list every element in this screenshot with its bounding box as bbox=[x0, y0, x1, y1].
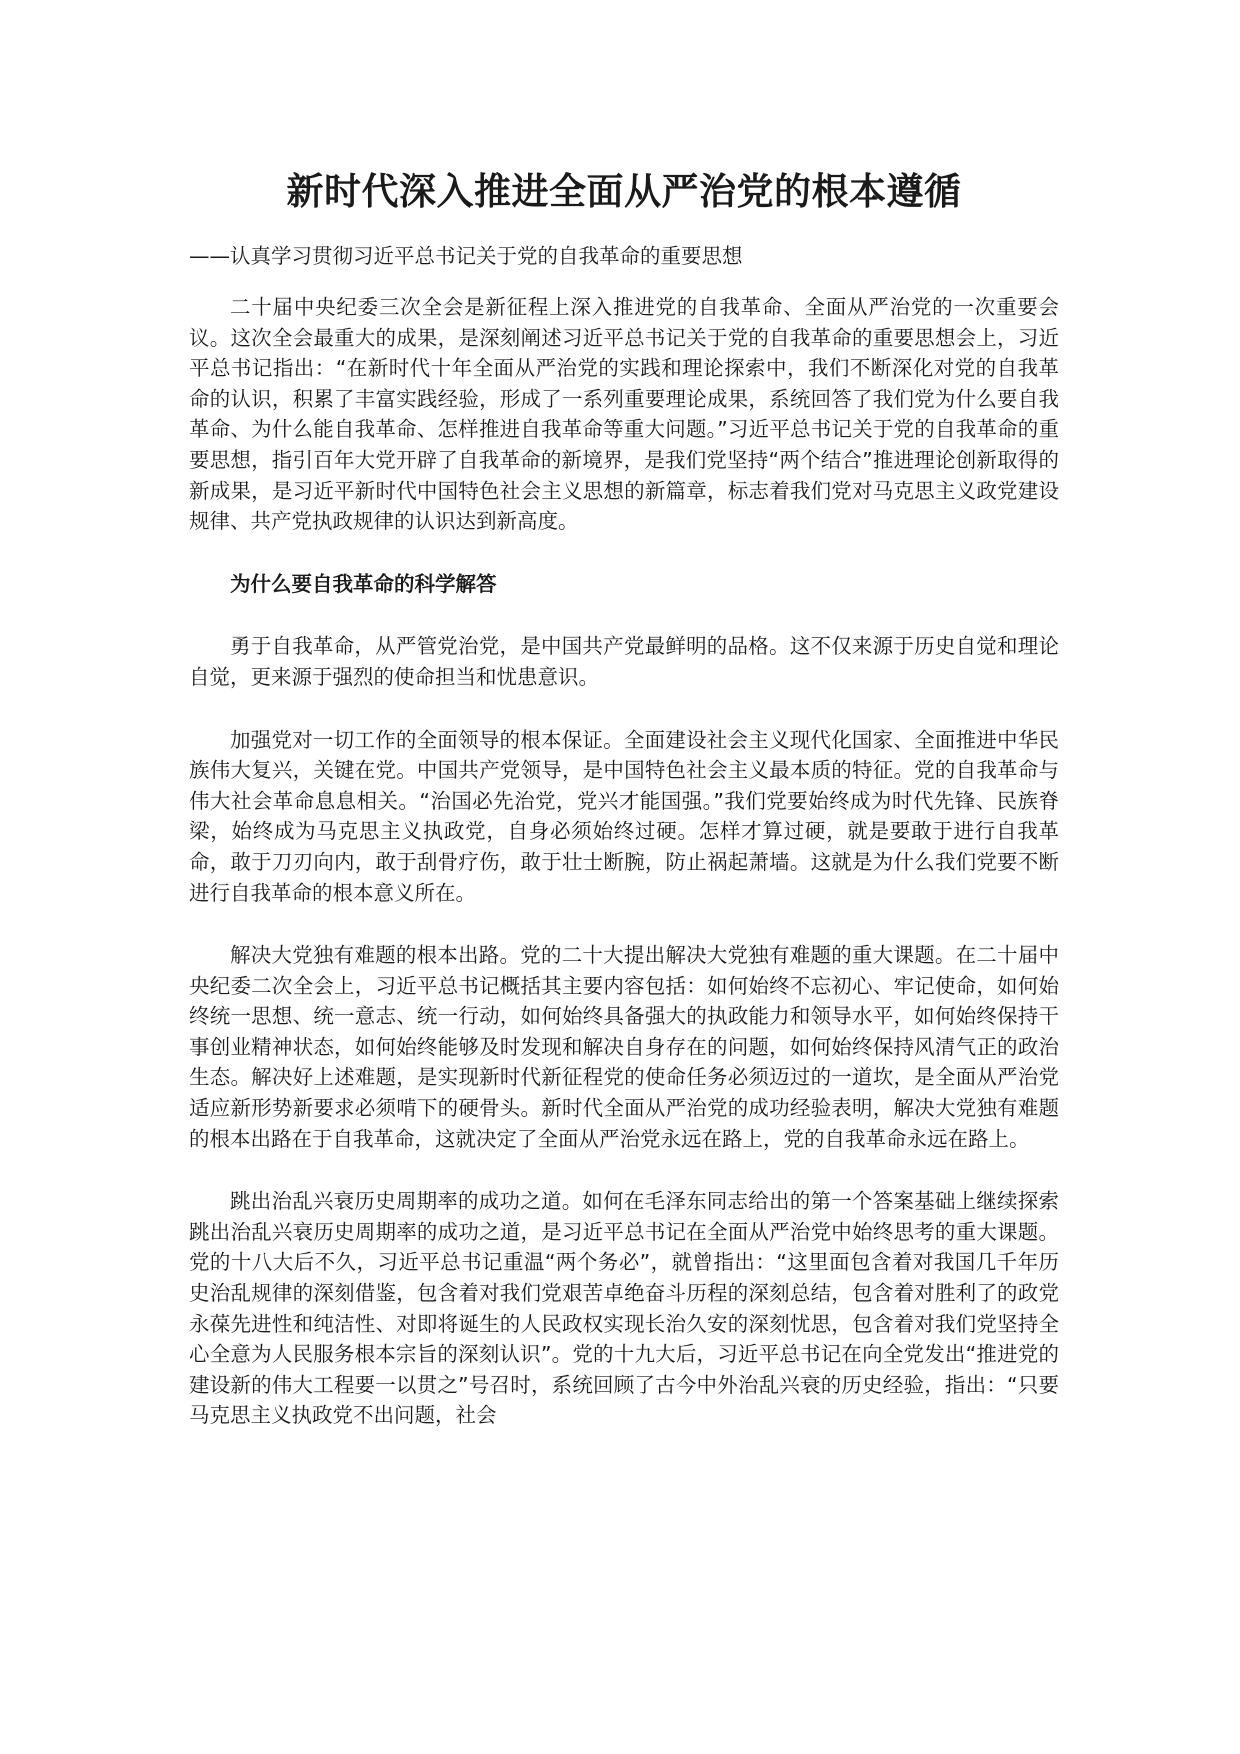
intro-paragraph: 二十届中央纪委三次全会是新征程上深入推进党的自我革命、全面从严治党的一次重要会议。这次全会最重大的成果，是深刻阐述习近平总书记关于党的自我革命的重要思想会上，习近平总书记指出：“在新时代十年全面从严治党的实践和理论探索中，我们不断深化对党的自我革命的认识，积累了丰富实践经验，形成了一系列重要理论成果，系统回答了我们党为什么要自我革命、为什么能自我革命、怎样推进自我革命等重大问题。”习近平总书记关于党的自我革命的重要思想，指引百年大党开辟了自我革命的新境界，是我们党坚持“两个结合”推进理论创新取得的新成果，是习近平新时代中国特色社会主义思想的新篇章，标志着我们党对马克思主义政党建设规律、共产党执政规律的认识达到新高度。 bbox=[189, 295, 1059, 534]
document-subtitle: ——认真学习贯彻习近平总书记关于党的自我革命的重要思想 bbox=[189, 244, 743, 268]
section-heading: 为什么要自我革命的科学解答 bbox=[230, 571, 497, 596]
body-paragraph: 跳出治乱兴衰历史周期率的成功之道。如何在毛泽东同志给出的第一个答案基础上继续探索跳出治乱兴衰历史周期率的成功之道，是习近平总书记在全面从严治党中始终思考的重大课题。党的十八大后不久，习近平总书记重温“两个务必”，就曾指出：“这里面包含着对我国几千年历史治乱规律的深刻借鉴，包含着对我们党艰苦卓绝奋斗历程的深刻总结，包含着对胜利了的政党永葆先进性和纯洁性、对即将诞生的人民政权实现长治久安的深刻忧思，包含着对我们党坚持全心全意为人民服务根本宗旨的深刻认识”。党的十九大后，习近平总书记在向全党发出“推进党的建设新的伟大工程要一以贯之”号召时，系统回顾了古今中外治乱兴衰的历史经验，指出：“只要马克思主义执政党不出问题，社会 bbox=[189, 1189, 1059, 1428]
body-paragraph: 解决大党独有难题的根本出路。党的二十大提出解决大党独有难题的重大课题。在二十届中央纪委二次全会上，习近平总书记概括其主要内容包括：如何始终不忘初心、牢记使命，如何始终统一思想、统一意志、统一行动，如何始终具备强大的执政能力和领导水平，如何始终保持干事创业精神状态，如何始终能够及时发现和解决自身存在的问题，如何始终保持风清气正的政治生态。解决好上述难题，是实现新时代新征程党的使命任务必须迈过的一道坎，是全面从严治党适应新形势新要求必须啃下的硬骨头。新时代全面从严治党的成功经验表明，解决大党独有难题的根本出路在于自我革命，这就决定了全面从严治党永远在路上，党的自我革命永远在路上。 bbox=[189, 943, 1059, 1151]
body-paragraph: 加强党对一切工作的全面领导的根本保证。全面建设社会主义现代化国家、全面推进中华民族伟大复兴，关键在党。中国共产党领导，是中国特色社会主义最本质的特征。党的自我革命与伟大社会革命息息相关。“治国必先治党，党兴才能国强。”我们党要始终成为时代先锋、民族脊梁，始终成为马克思主义执政党，自身必须始终过硬。怎样才算过硬，就是要敢于进行自我革命，敢于刀刃向内，敢于刮骨疗伤，敢于壮士断腕，防止祸起萧墙。这就是为什么我们党要不断进行自我革命的根本意义所在。 bbox=[189, 727, 1059, 905]
document-title: 新时代深入推进全面从严治党的根本遵循 bbox=[286, 170, 962, 213]
body-paragraph: 勇于自我革命，从严管党治党，是中国共产党最鲜明的品格。这不仅来源于历史自觉和理论自觉，更来源于强烈的使命担当和忧患意识。 bbox=[189, 634, 1059, 689]
document-page bbox=[189, 168, 1059, 1463]
